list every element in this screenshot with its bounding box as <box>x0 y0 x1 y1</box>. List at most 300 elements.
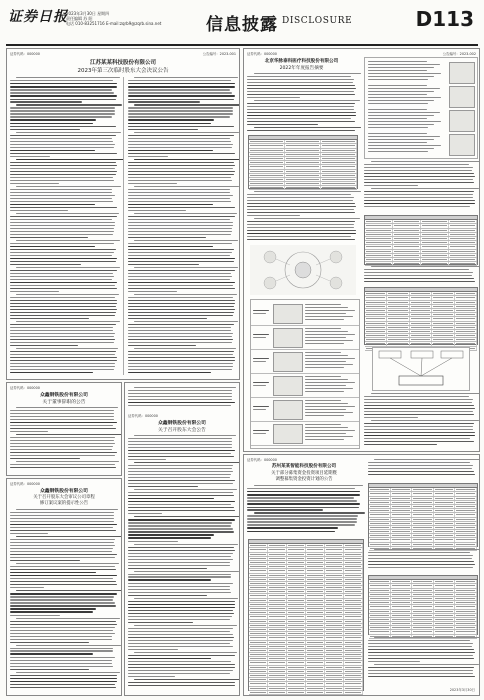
table-cell <box>393 245 421 248</box>
table-cell <box>393 254 421 257</box>
table-cell <box>410 322 432 325</box>
text-line <box>10 416 114 417</box>
table-cell <box>249 557 268 560</box>
text-line <box>10 413 114 414</box>
table-cell <box>455 543 477 546</box>
table-cell <box>434 618 456 621</box>
table-cell <box>434 534 456 537</box>
text-line <box>128 288 235 289</box>
text-line <box>10 123 93 124</box>
table-cell <box>249 624 268 627</box>
table-cell <box>249 544 268 547</box>
text-line <box>254 127 361 128</box>
text-line <box>10 530 116 531</box>
text-line <box>247 236 351 237</box>
table-cell <box>325 615 344 618</box>
text-line <box>128 333 233 334</box>
text-line <box>247 197 354 198</box>
text-line <box>128 510 235 511</box>
text-line <box>364 444 437 445</box>
table-cell <box>321 149 357 152</box>
table-cell <box>432 313 454 316</box>
table-cell <box>287 557 306 560</box>
table-cell <box>455 626 477 629</box>
table-cell <box>434 614 456 617</box>
table-cell <box>285 174 321 177</box>
text-line <box>10 572 96 573</box>
text-line <box>128 315 233 316</box>
table-cell <box>249 161 285 164</box>
table-cell <box>393 224 421 227</box>
table-cell <box>306 645 325 648</box>
text-line <box>368 468 472 469</box>
table-cell <box>306 553 325 556</box>
text-line <box>364 275 472 276</box>
text-line <box>364 191 474 192</box>
text-line <box>247 507 359 508</box>
table-cell <box>434 501 456 504</box>
table-cell <box>391 534 413 537</box>
table-cell <box>344 603 363 606</box>
text-line <box>134 544 237 545</box>
text-line <box>128 474 231 475</box>
text-line <box>128 216 235 217</box>
table-cell <box>344 628 363 631</box>
table-cell <box>432 317 454 320</box>
text-line <box>128 342 232 343</box>
table-cell <box>449 233 477 236</box>
table-cell <box>369 505 391 508</box>
table-cell <box>393 220 421 223</box>
table-cell <box>325 678 344 681</box>
text-line <box>128 664 235 665</box>
section-subtitle: DISCLOSURE <box>282 16 353 26</box>
article-body-column <box>368 549 476 571</box>
text-line <box>128 345 196 346</box>
article-heading: 2023年第三次临时股东大会决议公告 <box>77 68 169 74</box>
text-line <box>368 558 472 559</box>
text-line <box>254 73 361 74</box>
text-line <box>128 562 230 563</box>
text-line <box>128 237 206 238</box>
product-diagram-svg <box>250 245 356 295</box>
text-line <box>128 628 233 629</box>
text-line <box>128 586 230 587</box>
text-line <box>128 637 234 638</box>
text-line <box>10 464 115 465</box>
table-cell <box>268 565 287 568</box>
table-cell <box>412 509 434 512</box>
text-line <box>10 687 116 688</box>
table-cell <box>249 641 268 644</box>
table-cell <box>344 561 363 564</box>
article-body-column <box>10 77 118 375</box>
table-cell <box>325 624 344 627</box>
table-cell <box>344 666 363 669</box>
text-line <box>128 363 233 364</box>
text-line <box>128 465 233 466</box>
text-line <box>371 266 480 267</box>
text-line <box>10 309 117 310</box>
text-line <box>16 672 119 673</box>
table-cell <box>325 649 344 652</box>
text-line <box>128 285 233 286</box>
company-name: 众鑫钢铁股份有限公司 <box>158 421 206 426</box>
table-cell <box>249 178 285 181</box>
table-cell <box>391 614 413 617</box>
table-cell <box>249 628 268 631</box>
table-cell <box>365 254 393 257</box>
text-line <box>247 521 357 522</box>
text-line <box>368 561 474 562</box>
table-cell <box>268 682 287 685</box>
text-line <box>128 622 193 623</box>
table-cell <box>344 682 363 685</box>
table-cell <box>410 334 432 337</box>
table-cell <box>249 666 268 669</box>
table-cell <box>325 666 344 669</box>
text-line <box>247 494 360 495</box>
table-cell <box>412 630 434 633</box>
table-cell <box>369 497 391 500</box>
text-line <box>134 240 238 241</box>
text-line <box>10 545 115 546</box>
text-line <box>128 171 235 172</box>
text-line <box>128 249 234 250</box>
notice-number: 公告编号：2023-002 <box>442 52 476 56</box>
text-line <box>10 521 114 522</box>
table-cell <box>387 309 409 312</box>
text-line <box>128 589 230 590</box>
text-line <box>10 126 116 127</box>
text-line <box>364 429 473 430</box>
table-cell <box>391 513 413 516</box>
table-cell <box>434 610 456 613</box>
text-line <box>128 613 234 614</box>
table-cell <box>449 258 477 261</box>
text-line <box>254 191 361 192</box>
table-cell <box>421 237 449 240</box>
table-cell <box>369 601 391 604</box>
table-cell <box>455 301 477 304</box>
table-cell <box>387 342 409 345</box>
table-cell <box>249 682 268 685</box>
table-cell <box>325 620 344 623</box>
text-line <box>10 653 93 654</box>
table-cell <box>412 505 434 508</box>
text-line <box>128 525 231 526</box>
table-cell <box>432 301 454 304</box>
table-cell <box>306 607 325 610</box>
text-line <box>128 619 230 620</box>
table-cell <box>391 597 413 600</box>
text-line <box>128 583 233 584</box>
text-line <box>128 86 235 87</box>
text-line <box>128 162 234 163</box>
table-cell <box>306 670 325 673</box>
table-cell <box>455 518 477 521</box>
text-line <box>10 318 89 319</box>
text-line <box>128 393 232 394</box>
text-line <box>10 207 117 208</box>
text-line <box>128 667 235 668</box>
table-cell <box>387 322 409 325</box>
table-cell <box>344 594 363 597</box>
text-line <box>368 564 475 565</box>
table-cell <box>391 538 413 541</box>
table-cell <box>412 538 434 541</box>
text-line <box>128 153 235 154</box>
table-cell <box>287 553 306 556</box>
table-cell <box>393 229 421 232</box>
table-cell <box>249 620 268 623</box>
table-cell <box>321 186 357 189</box>
text-line <box>10 455 115 456</box>
text-line <box>128 649 178 650</box>
text-line <box>10 80 113 81</box>
text-line <box>10 467 116 468</box>
stock-code: 证券代码：000000 <box>247 458 277 462</box>
table-cell <box>249 632 268 635</box>
table-cell <box>434 513 456 516</box>
text-line <box>368 646 472 647</box>
text-line <box>371 161 480 162</box>
text-line <box>128 441 232 442</box>
table-cell <box>249 586 268 589</box>
text-line <box>128 519 235 520</box>
text-line <box>128 634 233 635</box>
table-cell <box>412 601 434 604</box>
table-cell <box>325 695 344 696</box>
table-cell <box>268 603 287 606</box>
text-line <box>10 330 113 331</box>
text-line <box>128 204 213 205</box>
text-line <box>10 174 116 175</box>
text-line <box>128 80 231 81</box>
table-cell <box>287 582 306 585</box>
text-line <box>10 624 117 625</box>
table-cell <box>268 544 287 547</box>
table-cell <box>449 250 477 253</box>
article-heading-line: 调整募集资金投资计划的公告 <box>275 477 333 482</box>
table-cell <box>391 626 413 629</box>
table-cell <box>249 574 268 577</box>
table-cell <box>344 607 363 610</box>
text-line <box>128 574 231 575</box>
table-cell <box>306 611 325 614</box>
table-cell <box>455 618 477 621</box>
meta-line: 2023年3月30日 星期四 <box>66 11 110 16</box>
table-cell <box>391 501 413 504</box>
text-line <box>368 667 474 668</box>
text-line <box>10 243 114 244</box>
device-image <box>273 424 303 444</box>
table-cell <box>387 305 409 308</box>
device-image <box>273 328 303 348</box>
text-line <box>364 269 469 270</box>
text-line <box>16 536 122 537</box>
text-line <box>247 497 354 498</box>
article-heading-line: 关于部分募集资金投资项目延期暨 <box>271 471 337 476</box>
text-line <box>10 92 114 93</box>
text-line <box>247 503 360 504</box>
text-line <box>128 444 232 445</box>
text-line <box>10 666 113 667</box>
text-line <box>128 607 235 608</box>
text-line <box>10 339 115 340</box>
device-image <box>273 376 303 396</box>
notice-number: 公告编号：2023-001 <box>202 52 236 56</box>
table-cell <box>344 678 363 681</box>
table-cell <box>321 182 357 185</box>
table-cell <box>306 674 325 677</box>
text-line <box>10 675 117 676</box>
table-cell <box>287 687 306 690</box>
text-line <box>10 228 114 229</box>
table-cell <box>287 678 306 681</box>
article-body-column <box>10 407 118 471</box>
table-cell <box>369 597 391 600</box>
table-cell <box>325 544 344 547</box>
table-cell <box>455 526 477 529</box>
text-line <box>10 95 117 96</box>
table-cell <box>391 543 413 546</box>
text-line <box>128 189 230 190</box>
text-line <box>128 537 211 538</box>
text-line <box>10 539 115 540</box>
table-cell <box>249 170 285 173</box>
text-line <box>128 177 231 178</box>
text-line <box>128 129 198 130</box>
text-line <box>254 218 361 219</box>
text-line <box>128 646 233 647</box>
text-line <box>10 354 115 355</box>
text-line <box>371 393 480 394</box>
text-line <box>10 621 116 622</box>
text-line <box>247 230 356 231</box>
table-cell <box>285 157 321 160</box>
text-line <box>128 255 230 256</box>
company-name: 众鑫钢铁股份有限公司 <box>40 393 88 398</box>
article-body-column <box>247 485 361 535</box>
table-cell <box>287 670 306 673</box>
table-cell <box>455 580 477 583</box>
text-line <box>364 185 418 186</box>
table-cell <box>365 334 387 337</box>
text-line <box>247 118 351 119</box>
quarterly-data-table <box>364 287 478 345</box>
text-line <box>368 655 473 656</box>
text-line <box>10 633 115 634</box>
table-row <box>249 186 357 190</box>
table-cell <box>455 538 477 541</box>
text-line <box>128 658 211 659</box>
column-divider <box>123 77 124 375</box>
text-line <box>364 435 475 436</box>
text-line <box>134 652 237 653</box>
text-line <box>134 598 237 599</box>
text-line <box>10 198 112 199</box>
table-cell <box>393 237 421 240</box>
text-line <box>10 135 116 136</box>
table-cell <box>285 144 321 147</box>
table-cell <box>391 505 413 508</box>
text-line <box>16 77 119 78</box>
text-line <box>10 584 117 585</box>
text-line <box>128 339 233 340</box>
table-cell <box>287 695 306 696</box>
text-line <box>368 465 473 466</box>
table-cell <box>268 548 287 551</box>
text-line <box>10 234 113 235</box>
table-cell <box>249 578 268 581</box>
table-cell <box>325 657 344 660</box>
text-line <box>128 604 235 605</box>
text-line <box>364 176 475 177</box>
text-line <box>128 354 233 355</box>
table-cell <box>306 561 325 564</box>
text-line <box>10 119 96 120</box>
text-line <box>128 673 230 674</box>
table-cell <box>325 691 344 694</box>
text-line <box>128 399 232 400</box>
text-line <box>128 138 230 139</box>
table-cell <box>434 597 456 600</box>
table-cell <box>249 569 268 572</box>
text-line <box>10 86 117 87</box>
text-line <box>10 273 113 274</box>
table-cell <box>249 565 268 568</box>
text-line <box>134 321 238 322</box>
table-cell <box>369 610 391 613</box>
table-cell <box>344 661 363 664</box>
text-line <box>128 471 233 472</box>
table-cell <box>325 687 344 690</box>
text-line <box>128 279 230 280</box>
text-line <box>247 524 355 525</box>
text-line <box>128 390 232 391</box>
text-line <box>10 575 117 576</box>
text-line <box>10 315 115 316</box>
table-cell <box>306 641 325 644</box>
text-line <box>10 156 50 157</box>
text-line <box>128 297 233 298</box>
text-line <box>128 119 214 120</box>
text-line <box>10 551 112 552</box>
table-cell <box>344 653 363 656</box>
text-line <box>10 357 117 358</box>
table-cell <box>421 245 449 248</box>
text-line <box>128 89 230 90</box>
text-line <box>16 618 119 619</box>
text-line <box>128 522 232 523</box>
table-cell <box>455 534 477 537</box>
table-cell <box>321 144 357 147</box>
text-line <box>10 557 115 558</box>
text-line <box>128 360 235 361</box>
table-cell <box>306 620 325 623</box>
table-cell <box>365 250 393 253</box>
table-cell <box>344 574 363 577</box>
table-cell <box>325 586 344 589</box>
table-cell <box>365 309 387 312</box>
table-cell <box>455 338 477 341</box>
table-cell <box>321 170 357 173</box>
text-line <box>371 420 479 421</box>
text-line <box>247 115 356 116</box>
table-cell <box>434 526 456 529</box>
table-cell <box>434 538 456 541</box>
